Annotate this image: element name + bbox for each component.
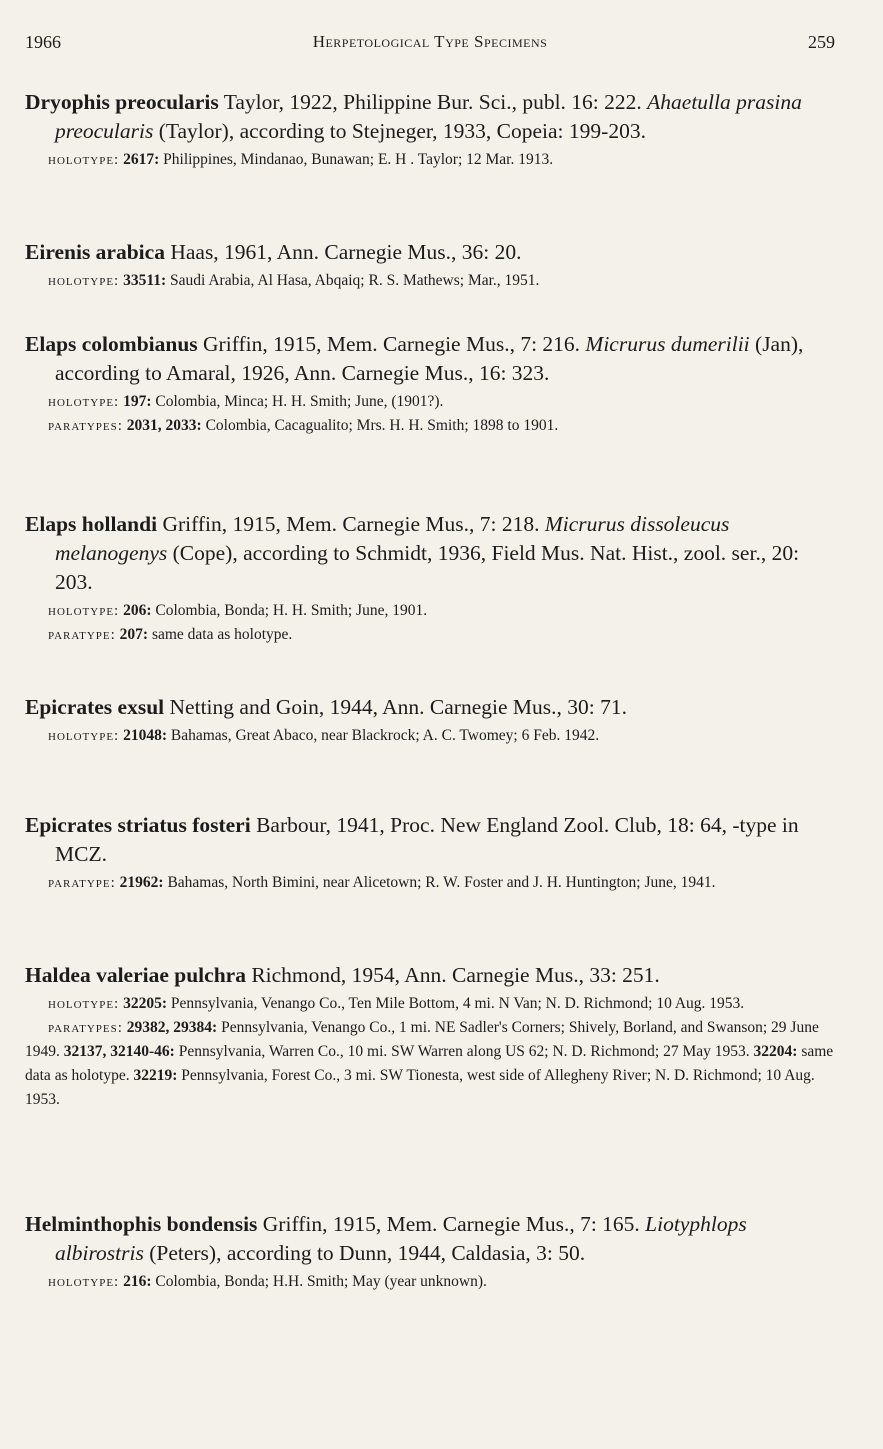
locality-text: Colombia, Bonda; H.H. Smith; May (year unknown). bbox=[151, 1273, 487, 1290]
catalog-number: 21048: bbox=[123, 727, 168, 744]
catalog-number: 33511: bbox=[123, 272, 167, 289]
species-entry bbox=[25, 811, 840, 895]
locality-text: Pennsylvania, Venango Co., 1 mi. NE Sadler's Corners; Shively, Borland, and Swanson; 29 June 1949. bbox=[25, 1019, 819, 1060]
type-record bbox=[25, 414, 840, 438]
type-record bbox=[25, 390, 840, 414]
citation: Barbour, 1941, Proc. New England Zool. Club, 18: 64, -type in MCZ. bbox=[55, 813, 799, 866]
catalog-number: 2031, 2033: bbox=[126, 417, 202, 434]
type-label: holotype: bbox=[48, 1274, 120, 1290]
catalog-number: 207: bbox=[119, 626, 149, 643]
locality-text: same data as holotype. bbox=[148, 626, 293, 643]
citation: Griffin, 1915, Mem. Carnegie Mus., 7: 216. bbox=[197, 332, 586, 356]
locality-text: Pennsylvania, Warren Co., 10 mi. SW Warren along US 62; N. D. Richmond; 27 May 1953. bbox=[174, 1043, 754, 1060]
species-name: Dryophis preocularis bbox=[25, 90, 219, 114]
synonym-name: Liotyphlops albirostris bbox=[55, 1212, 747, 1265]
catalog-number: 32205: bbox=[123, 995, 168, 1012]
species-entry bbox=[25, 88, 840, 172]
type-record bbox=[25, 1016, 840, 1112]
locality-text: Saudi Arabia, Al Hasa, Abqaiq; R. S. Mathews; Mar., 1951. bbox=[166, 272, 540, 289]
locality-text: Colombia, Minca; H. H. Smith; June, (1901?). bbox=[151, 393, 444, 410]
page-number: 259 bbox=[808, 32, 835, 52]
entry-heading bbox=[25, 238, 840, 267]
species-name: Epicrates exsul bbox=[25, 695, 165, 719]
species-entry bbox=[25, 238, 840, 293]
synonym-name: Micrurus dumerilii bbox=[585, 332, 750, 356]
catalog-number: 32137, 32140-46: bbox=[63, 1043, 175, 1060]
type-record bbox=[25, 724, 840, 748]
species-name: Elaps hollandi bbox=[25, 512, 158, 536]
citation: Griffin, 1915, Mem. Carnegie Mus., 7: 165. bbox=[257, 1212, 646, 1236]
locality-text: Bahamas, North Bimini, near Alicetown; R. W. Foster and J. H. Huntington; June, 1941. bbox=[163, 874, 716, 891]
species-name: Elaps colombianus bbox=[25, 332, 198, 356]
species-entry bbox=[25, 961, 840, 1112]
species-name: Eirenis arabica bbox=[25, 240, 165, 264]
catalog-number: 29382, 29384: bbox=[126, 1019, 218, 1036]
citation: Haas, 1961, Ann. Carnegie Mus., 36: 20. bbox=[164, 240, 522, 264]
locality-text: Pennsylvania, Forest Co., 3 mi. SW Tionesta, west side of Allegheny River; N. D. Richmond; 10 Aug. 1953. bbox=[25, 1067, 815, 1108]
type-label: paratypes: bbox=[48, 418, 123, 434]
entry-heading bbox=[25, 330, 840, 388]
catalog-number: 206: bbox=[123, 602, 152, 619]
synonym-citation: (Peters), according to Dunn, 1944, Caldasia, 3: 50. bbox=[143, 1241, 586, 1265]
citation: Griffin, 1915, Mem. Carnegie Mus., 7: 218. bbox=[157, 512, 545, 536]
type-record bbox=[25, 269, 840, 293]
type-record bbox=[25, 599, 840, 623]
catalog-number: 2617: bbox=[123, 151, 160, 168]
species-name: Helminthophis bondensis bbox=[25, 1212, 258, 1236]
species-name: Epicrates striatus fosteri bbox=[25, 813, 251, 837]
catalog-number: 216: bbox=[123, 1273, 152, 1290]
locality-text: same data as holotype. bbox=[25, 1043, 834, 1084]
citation: Netting and Goin, 1944, Ann. Carnegie Mus., 30: 71. bbox=[164, 695, 627, 719]
type-record bbox=[25, 992, 840, 1016]
citation: Richmond, 1954, Ann. Carnegie Mus., 33: 251. bbox=[245, 963, 660, 987]
synonym-citation: (Cope), according to Schmidt, 1936, Field Mus. Nat. Hist., zool. ser., 20: 203. bbox=[55, 541, 800, 594]
species-entry bbox=[25, 510, 840, 647]
locality-text: Colombia, Bonda; H. H. Smith; June, 1901. bbox=[151, 602, 428, 619]
locality-text: Bahamas, Great Abaco, near Blackrock; A. C. Twomey; 6 Feb. 1942. bbox=[167, 727, 600, 744]
species-entry bbox=[25, 330, 840, 438]
type-record bbox=[25, 1270, 840, 1294]
catalog-number: 21962: bbox=[119, 874, 164, 891]
header-title: Herpetological Type Specimens bbox=[312, 32, 548, 51]
entry-heading bbox=[25, 510, 840, 597]
header-year: 1966 bbox=[25, 32, 61, 52]
species-name: Haldea valeriae pulchra bbox=[25, 963, 246, 987]
type-label: holotype: bbox=[48, 996, 120, 1012]
species-entry bbox=[25, 693, 840, 748]
type-label: paratype: bbox=[48, 875, 116, 891]
locality-text: Pennsylvania, Venango Co., Ten Mile Bottom, 4 mi. N Van; N. D. Richmond; 10 Aug. 1953. bbox=[167, 995, 745, 1012]
synonym-citation: (Jan), according to Amaral, 1926, Ann. Carnegie Mus., 16: 323. bbox=[55, 332, 804, 385]
locality-text: Philippines, Mindanao, Bunawan; E. H . Taylor; 12 Mar. 1913. bbox=[159, 151, 554, 168]
catalog-number: 32204: bbox=[753, 1043, 798, 1060]
type-record bbox=[25, 148, 840, 172]
type-record bbox=[25, 871, 840, 895]
type-label: holotype: bbox=[48, 273, 120, 289]
entry-heading bbox=[25, 1210, 840, 1268]
type-label: holotype: bbox=[48, 603, 120, 619]
synonym-citation: (Taylor), according to Stejneger, 1933, Copeia: 199-203. bbox=[153, 119, 646, 143]
entry-heading bbox=[25, 961, 840, 990]
locality-text: Colombia, Cacagualito; Mrs. H. H. Smith; 1898 to 1901. bbox=[201, 417, 559, 434]
type-label: holotype: bbox=[48, 394, 120, 410]
entry-heading bbox=[25, 693, 840, 722]
type-record bbox=[25, 623, 840, 647]
synonym-name: Micrurus dissoleucus melanogenys bbox=[55, 512, 730, 565]
type-label: holotype: bbox=[48, 152, 120, 168]
type-label: paratypes: bbox=[48, 1020, 123, 1036]
catalog-number: 32219: bbox=[133, 1067, 178, 1084]
running-header bbox=[25, 32, 835, 58]
type-label: paratype: bbox=[48, 627, 116, 643]
catalog-number: 197: bbox=[123, 393, 152, 410]
entry-heading bbox=[25, 811, 840, 869]
entry-heading bbox=[25, 88, 840, 146]
species-entry bbox=[25, 1210, 840, 1294]
synonym-name: Ahaetulla prasina preocularis bbox=[55, 90, 802, 143]
citation: Taylor, 1922, Philippine Bur. Sci., publ. 16: 222. bbox=[218, 90, 648, 114]
type-label: holotype: bbox=[48, 728, 120, 744]
